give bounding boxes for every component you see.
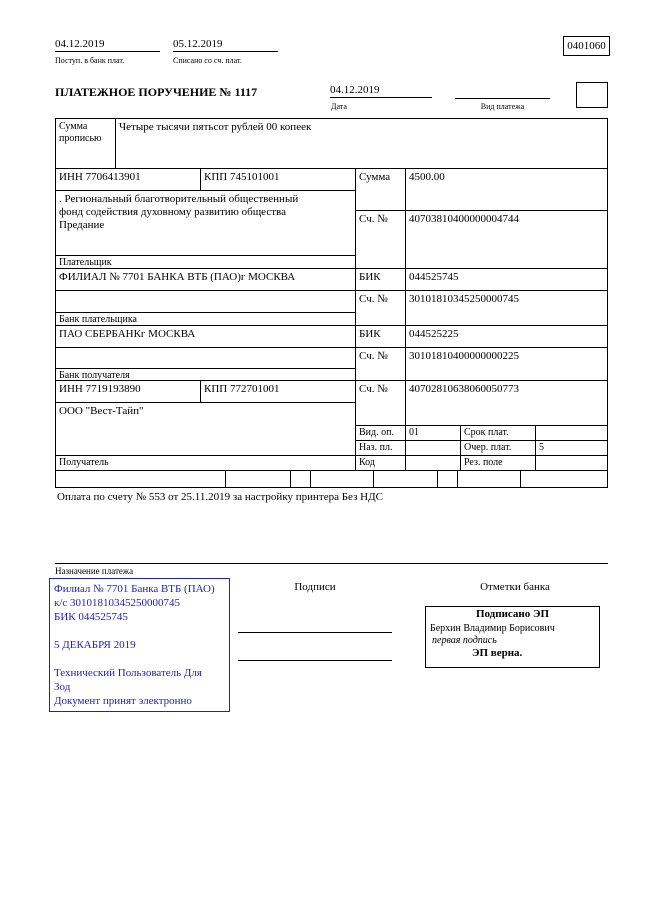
- stamp-line: Филиал № 7701 Банка ВТБ (ПАО): [54, 583, 215, 595]
- priority-value: 5: [536, 441, 608, 456]
- form-code-box: 0401060: [563, 36, 610, 56]
- payment-type-field: [455, 84, 550, 99]
- bank-stamp-box: [49, 578, 230, 712]
- payer-bank-bik: 044525745: [406, 269, 608, 291]
- payer-account: 40703810400000004744: [406, 211, 608, 269]
- sum-label: Сумма: [356, 169, 406, 211]
- payer-inn: ИНН 7706413901: [56, 169, 201, 191]
- payer-section-label: Плательщик: [56, 256, 356, 269]
- stamp-line: Зод: [54, 681, 71, 693]
- document-title: ПЛАТЕЖНОЕ ПОРУЧЕНИЕ № 1117: [55, 85, 258, 99]
- signature-type: первая подпись: [432, 635, 497, 647]
- payment-order-table: [55, 118, 608, 488]
- stamp-line: [54, 652, 225, 666]
- payer-name: [56, 191, 356, 256]
- payer-name-text: . Региональный благотворительный общественный фонд содействия духовному развитию общества Предание: [59, 193, 299, 232]
- sum-value: 4500.00: [406, 169, 608, 211]
- payee-account: 40702810638060050773: [406, 381, 608, 426]
- payer-bank-bik-label: БИК: [356, 269, 406, 291]
- payee-bank-section-label: Банк получателя: [56, 369, 356, 381]
- payee-bank-empty: [56, 348, 356, 369]
- tax-field-1: [56, 471, 226, 488]
- payment-type-label: Вид платежа: [480, 102, 525, 111]
- received-date-label: Поступ. в банк плат.: [55, 56, 125, 65]
- payer-bank-section-label: Банк плательщика: [56, 313, 356, 326]
- tax-field-5: [374, 471, 438, 488]
- payment-purpose-label: Назначение платежа: [55, 566, 134, 576]
- purpose-code-label: Наз. пл.: [356, 441, 406, 456]
- received-date: 04.12.2019: [55, 38, 160, 52]
- payee-bank-account: 30101810400000000225: [406, 348, 608, 381]
- tax-field-4: [311, 471, 374, 488]
- document-date-label: Дата: [331, 102, 347, 111]
- payee-bank-bik: 044525225: [406, 326, 608, 348]
- signer-name: Берхин Владимир Борисович: [430, 623, 555, 635]
- payee-account-label: Сч. №: [356, 381, 406, 426]
- tax-field-8: [521, 471, 608, 488]
- payee-bank-account-label: Сч. №: [356, 348, 406, 381]
- payee-section-label: Получатель: [56, 456, 356, 471]
- amount-words-label: Сумма прописью: [56, 119, 116, 169]
- purpose-code-value: [406, 441, 461, 456]
- due-date-value: [536, 426, 608, 441]
- tax-field-3: [291, 471, 311, 488]
- ep-verified: ЭП верна.: [472, 647, 523, 660]
- stamp-line: Технический Пользователь Для: [54, 667, 202, 679]
- stamp-line: БИК 044525745: [54, 611, 128, 623]
- payer-bank-account-label: Сч. №: [356, 291, 406, 326]
- code-label: Код: [356, 456, 406, 471]
- payee-bank-bik-label: БИК: [356, 326, 406, 348]
- payer-bank-name: ФИЛИАЛ № 7701 БАНКА ВТБ (ПАО)г МОСКВА: [56, 269, 356, 291]
- document-date: 04.12.2019: [330, 84, 432, 98]
- payee-inn: ИНН 7719193890: [56, 381, 201, 403]
- payee-name: ООО "Вест-Тайп": [56, 403, 356, 456]
- amount-words-value: Четыре тысячи пятьсот рублей 00 копеек: [116, 119, 608, 169]
- payer-bank-empty: [56, 291, 356, 313]
- op-type-value: 01: [406, 426, 461, 441]
- debited-date-label: Списано со сч. плат.: [173, 56, 242, 65]
- tax-field-2: [226, 471, 291, 488]
- stamp-line: 5 ДЕКАБРЯ 2019: [54, 639, 136, 651]
- tax-field-6: [438, 471, 458, 488]
- payer-bank-account: 30101810345250000745: [406, 291, 608, 326]
- payment-purpose-text: Оплата по счету № 553 от 25.11.2019 за настройку принтера Без НДС: [57, 491, 383, 503]
- payer-kpp: КПП 745101001: [201, 169, 356, 191]
- signed-ep-title: Подписано ЭП: [475, 608, 550, 620]
- signature-line-2: [238, 660, 392, 661]
- payer-account-label: Сч. №: [356, 211, 406, 269]
- reserve-field-value: [536, 456, 608, 471]
- debited-date: 05.12.2019: [173, 38, 278, 52]
- due-date-label: Срок плат.: [461, 426, 536, 441]
- stamp-line: Документ принят электронно: [54, 695, 192, 707]
- tax-field-7: [458, 471, 521, 488]
- stamp-line: к/с 30101810345250000745: [54, 597, 181, 609]
- reserve-field-label: Рез. поле: [461, 456, 536, 471]
- signatures-label: Подписи: [294, 581, 336, 593]
- signature-line-1: [238, 632, 392, 633]
- electronic-signature-box: [425, 606, 600, 668]
- stamp-line: [54, 624, 225, 638]
- priority-box: [576, 82, 608, 108]
- payee-kpp: КПП 772701001: [201, 381, 356, 403]
- code-value: [406, 456, 461, 471]
- payee-bank-name: ПАО СБЕРБАНКг МОСКВА: [56, 326, 356, 348]
- purpose-underline: [55, 563, 608, 564]
- bank-marks-label: Отметки банка: [480, 581, 550, 593]
- op-type-label: Вид. оп.: [356, 426, 406, 441]
- priority-label: Очер. плат.: [461, 441, 536, 456]
